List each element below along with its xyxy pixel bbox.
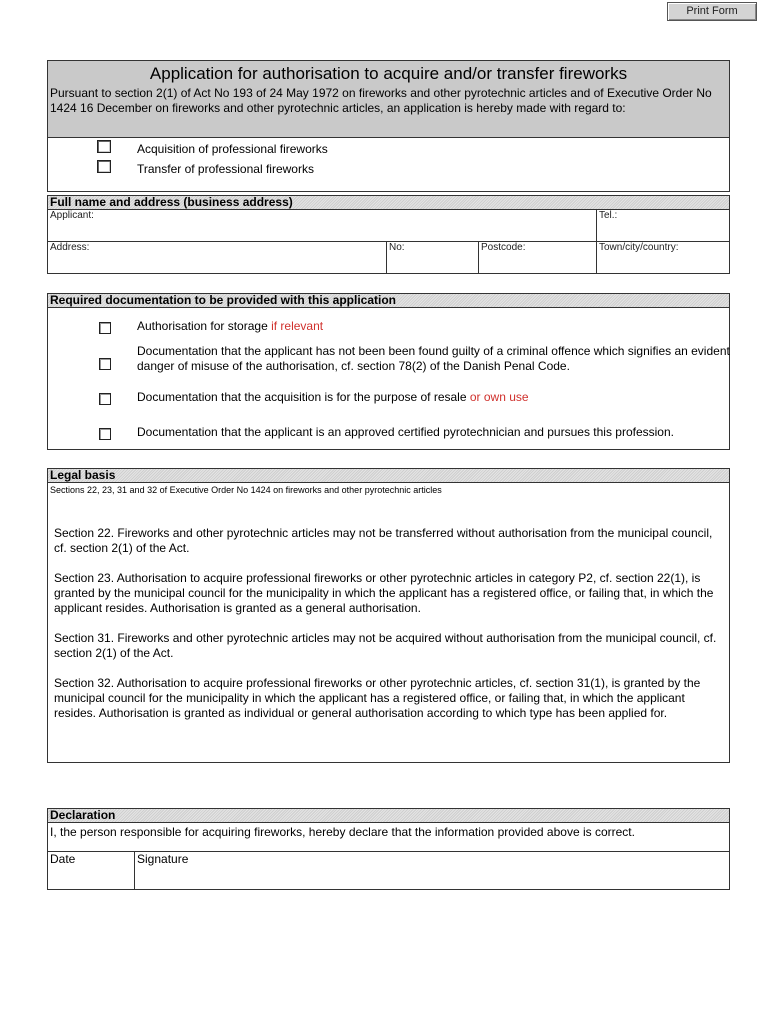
declaration-text: I, the person responsible for acquiring fireworks, hereby declare that the information provided above is correct.: [50, 825, 635, 839]
declaration-heading: Declaration: [47, 808, 730, 823]
declaration-box: [47, 822, 730, 890]
section-31-text: Section 31. Fireworks and other pyrotechnic articles may not be acquired without authorisation from the municipal council, cf. section 2(1) of the Act.: [54, 631, 717, 660]
postcode-field[interactable]: [478, 242, 596, 273]
criminal-record-checkbox[interactable]: [99, 358, 111, 370]
print-form-button[interactable]: Print Form: [667, 2, 757, 21]
acquisition-checkbox[interactable]: [97, 140, 111, 153]
legal-text: [54, 526, 718, 736]
acquisition-label: Acquisition of professional fireworks: [137, 142, 328, 156]
number-label: No:: [389, 242, 405, 253]
transfer-checkbox[interactable]: [97, 160, 111, 173]
tel-label: Tel.:: [599, 210, 618, 221]
date-label: Date: [50, 852, 76, 866]
legal-basis-box: [47, 482, 730, 763]
legal-subheading: Sections 22, 23, 31 and 32 of Executive Order No 1424 on fireworks and other pyrotechnic articles: [50, 485, 442, 495]
postcode-label: Postcode:: [481, 242, 526, 253]
storage-checkbox[interactable]: [99, 322, 111, 334]
applicant-field[interactable]: [48, 210, 596, 241]
address-section-heading: Full name and address (business address): [47, 195, 730, 210]
resale-checkbox[interactable]: [99, 393, 111, 405]
address-table: [47, 209, 730, 274]
date-field[interactable]: [48, 852, 134, 889]
applicant-label: Applicant:: [50, 210, 94, 221]
storage-item: Authorisation for storage if relevant: [137, 319, 324, 333]
number-field[interactable]: [386, 242, 478, 273]
signature-field[interactable]: [134, 852, 729, 889]
pyrotechnician-item: Documentation that the applicant is an approved certified pyrotechnician and pursues this profession.: [137, 425, 674, 439]
documentation-list: [47, 307, 730, 450]
address-field[interactable]: [48, 242, 386, 273]
transfer-label: Transfer of professional fireworks: [137, 162, 314, 176]
address-label: Address:: [50, 242, 90, 253]
signature-label: Signature: [137, 852, 189, 866]
criminal-record-item: Documentation that the applicant has not been been found guilty of a criminal offence which signifies an evident danger of misuse of the authorisation, cf. section 78(2) of the Danish Penal Code.: [137, 344, 730, 373]
town-label: Town/city/country:: [599, 242, 679, 253]
form-title: Application for authorisation to acquire and/or transfer fireworks: [47, 60, 730, 86]
form-intro: Pursuant to section 2(1) of Act No 193 of 24 May 1972 on fireworks and other pyrotechnic articles and of Executive Order No 1424 16 December on fireworks and other pyrotechnic articles, an application is hereby made with regard to:: [47, 86, 730, 138]
section-23-text: Section 23. Authorisation to acquire professional fireworks or other pyrotechnic articles in category P2, cf. section 22(1), is granted by the municipal council for the municipality in which the applicant has a registered office, or failing that, in which the applicant resides. Authorisation is granted as a general authorisation.: [54, 571, 714, 615]
documentation-heading: Required documentation to be provided with this application: [47, 293, 730, 308]
application-type-group: [47, 138, 730, 192]
tel-field[interactable]: [596, 210, 730, 241]
resale-item: Documentation that the acquisition is for the purpose of resale or own use: [137, 390, 529, 404]
pyrotechnician-checkbox[interactable]: [99, 428, 111, 440]
town-field[interactable]: [596, 242, 729, 273]
section-22-text: Section 22. Fireworks and other pyrotechnic articles may not be transferred without authorisation from the municipal council, cf. section 2(1) of the Act.: [54, 526, 713, 555]
legal-basis-heading: Legal basis: [47, 468, 730, 483]
section-32-text: Section 32. Authorisation to acquire professional fireworks or other pyrotechnic articles, cf. section 31(1), is granted by the municipal council for the municipality in which the applicant has a registered office, or failing that, in which the applicant resides. Authorisation is granted as individual or general authorisation according to which type has been applied for.: [54, 676, 701, 720]
